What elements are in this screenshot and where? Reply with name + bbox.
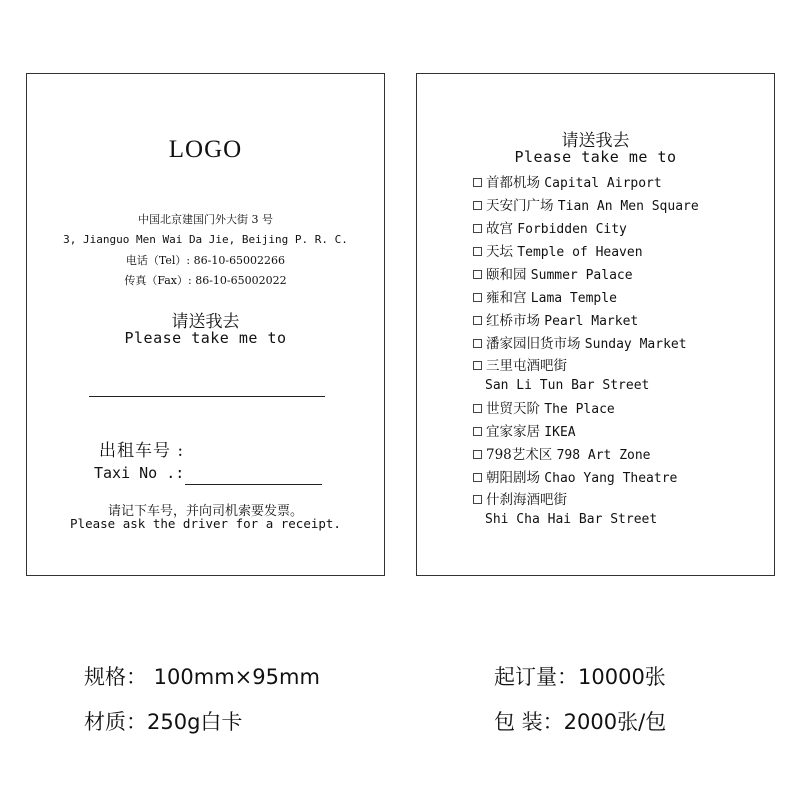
taxi-number-line: [185, 484, 322, 485]
destination-name-en: San Li Tun Bar Street: [485, 378, 650, 393]
logo-placeholder: LOGO: [168, 136, 243, 163]
destination-name-en: Summer Palace: [530, 268, 633, 283]
spec-material: 材质：250g白卡: [84, 710, 243, 734]
destination-heading-en: Please take me to: [514, 148, 677, 166]
destination-name-en: Forbidden City: [517, 222, 627, 237]
destination-name-cn: 朝阳剧场: [486, 470, 540, 486]
destination-name-en: Temple of Heaven: [517, 245, 643, 260]
taxi-number-label-en: Taxi No .:: [94, 464, 185, 482]
destination-name-en: 798 Art Zone: [556, 448, 651, 463]
checkbox-icon[interactable]: [473, 316, 482, 325]
spec-packing: 包 装：2000张/包: [494, 710, 667, 734]
destination-item: [473, 195, 699, 218]
destination-name-en: Chao Yang Theatre: [544, 471, 678, 486]
spec-min-order: 起订量：10000张: [494, 665, 666, 689]
taxi-number-label-cn: 出租车号 :: [99, 441, 185, 461]
destination-item: [473, 287, 699, 310]
telephone: 电话（Tel）: 86-10-65002266: [125, 254, 286, 267]
checkbox-icon[interactable]: [473, 178, 482, 187]
destination-item: [473, 421, 699, 444]
destination-name-en: IKEA: [544, 425, 576, 440]
receipt-note-en: Please ask the driver for a receipt.: [70, 516, 341, 531]
destination-name-cn: 首都机场: [486, 175, 540, 191]
checkbox-icon[interactable]: [473, 495, 482, 504]
destination-name-en: Sunday Market: [584, 337, 687, 352]
destination-name-cn: 颐和园: [486, 267, 527, 283]
checkbox-icon[interactable]: [473, 473, 482, 482]
destination-name-en: Capital Airport: [544, 176, 662, 191]
checkbox-icon[interactable]: [473, 427, 482, 436]
destination-name-cn: 红桥市场: [486, 313, 540, 329]
destination-item: [473, 490, 699, 530]
destination-name-cn: 宜家家居: [486, 424, 540, 440]
checkbox-icon[interactable]: [473, 450, 482, 459]
destination-heading-cn: 请送我去: [171, 312, 240, 332]
destination-item: [473, 444, 699, 467]
destination-name-en: The Place: [544, 402, 615, 417]
destination-name-en: Pearl Market: [544, 314, 639, 329]
destination-name-cn: 天坛: [486, 244, 513, 260]
destination-name-cn: 故宫: [486, 221, 513, 237]
checkbox-icon[interactable]: [473, 270, 482, 279]
destination-heading-en: Please take me to: [124, 329, 287, 347]
spec-size: 规格： 100mm×95mm: [84, 665, 320, 689]
destination-name-cn: 三里屯酒吧街: [486, 358, 567, 374]
destination-name-cn: 什刹海酒吧街: [486, 492, 567, 508]
destination-name-cn: 潘家园旧货市场: [486, 336, 581, 352]
destination-item: [473, 218, 699, 241]
destination-name-cn: 雍和宫: [486, 290, 527, 306]
checkbox-icon[interactable]: [473, 361, 482, 370]
destination-list: [473, 172, 699, 532]
destination-item: [473, 467, 699, 490]
destination-name-en: Shi Cha Hai Bar Street: [485, 512, 658, 527]
fax: 传真（Fax）: 86-10-65002022: [124, 274, 287, 287]
destination-item: [473, 241, 699, 264]
taxi-card-front: [26, 73, 385, 576]
destination-item: [473, 356, 699, 396]
destination-name-cn: 798艺术区: [486, 447, 553, 463]
destination-item: [473, 310, 699, 333]
destination-item: [473, 333, 699, 356]
destination-name-cn: 天安门广场: [486, 198, 554, 214]
destination-name-cn: 世贸天阶: [486, 401, 540, 417]
checkbox-icon[interactable]: [473, 293, 482, 302]
destination-item: [473, 398, 699, 421]
checkbox-icon[interactable]: [473, 339, 482, 348]
destination-item: [473, 264, 699, 287]
destination-name-en: Tian An Men Square: [557, 199, 699, 214]
checkbox-icon[interactable]: [473, 247, 482, 256]
address-en: 3, Jianguo Men Wai Da Jie, Beijing P. R. C.: [63, 233, 348, 246]
checkbox-icon[interactable]: [473, 201, 482, 210]
destination-name-en: Lama Temple: [530, 291, 617, 306]
checkbox-icon[interactable]: [473, 224, 482, 233]
destination-write-line: [89, 396, 325, 397]
destination-heading-cn: 请送我去: [561, 131, 630, 151]
taxi-card-back: [416, 73, 775, 576]
address-cn: 中国北京建国门外大街 3 号: [138, 213, 273, 226]
destination-item: [473, 172, 699, 195]
checkbox-icon[interactable]: [473, 404, 482, 413]
receipt-note-cn: 请记下车号，并向司机索要发票。: [107, 504, 303, 519]
